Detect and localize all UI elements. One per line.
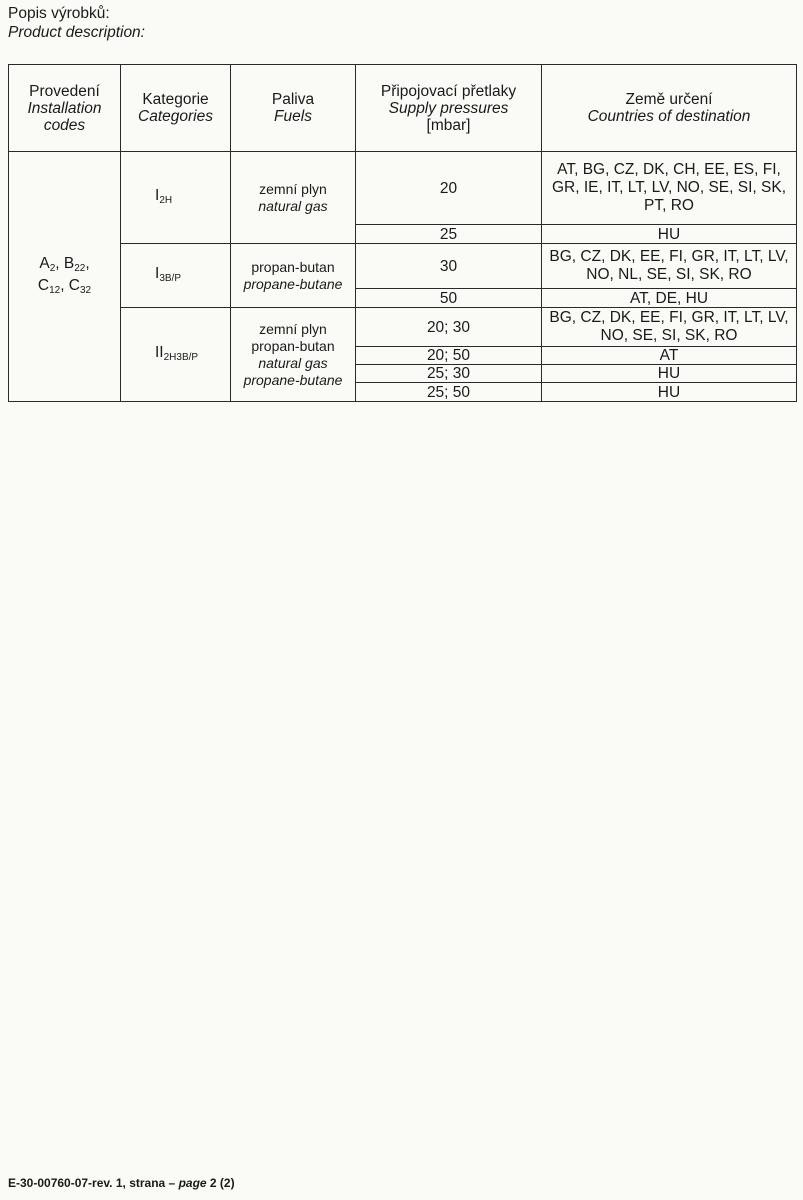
heading-en: Product description:: [8, 24, 145, 41]
pressure-cell: 20: [356, 152, 542, 225]
header-countries: [542, 65, 797, 152]
header-countries-cz: Země určení: [625, 91, 713, 108]
product-table: [8, 64, 797, 402]
countries-cell: AT, BG, CZ, DK, CH, EE, ES, FI, GR, IE, IT, LT, LV, NO, SE, SI, SK, PT, RO: [542, 152, 797, 225]
header-pressures-unit: [mbar]: [426, 116, 471, 134]
header-fuels: [231, 65, 356, 152]
table-row: [9, 152, 797, 225]
header-pressures-cz: Připojovací přetlaky: [380, 82, 517, 100]
footer-prefix: E-30-00760-07-rev. 1, strana –: [8, 1176, 179, 1190]
category-i3bp: $I_{3B/P}$: [155, 264, 181, 284]
header-fuels-cz: Paliva: [271, 91, 315, 108]
installation-codes-line2: $C_{12}$, $C_{32}$: [37, 276, 92, 296]
footer-page-number: 2 (2): [206, 1176, 235, 1190]
fuel-cell: [231, 244, 356, 308]
header-categories-en: Categories: [138, 108, 213, 125]
fuel-en: natural gas propane-butane: [243, 354, 343, 388]
fuel-en: natural gas: [258, 197, 328, 214]
pressure-cell: 25; 30: [356, 365, 542, 383]
installation-codes-line1: $A_2$, $B_{22}$,: [39, 254, 90, 274]
table-header-row: [9, 65, 797, 152]
category-cell: [121, 152, 231, 244]
installation-codes-cell: [9, 152, 121, 402]
header-pressures-en: Supply pressures: [388, 99, 509, 117]
page-footer: [8, 1176, 235, 1190]
category-cell: [121, 244, 231, 308]
category-i2h: $I_{2H}$: [155, 186, 173, 206]
table-row: [9, 308, 797, 347]
table-row: [9, 244, 797, 289]
header-categories: [121, 65, 231, 152]
footer-page-word: page: [178, 1176, 207, 1190]
category-ii2h3bp: $II_{2H3B/P}$: [155, 343, 199, 363]
header-supply-pressures: [356, 65, 542, 152]
fuel-en: propane-butane: [243, 275, 343, 292]
pressure-cell: 20; 50: [356, 347, 542, 365]
header-countries-en: Countries of destination: [587, 108, 751, 125]
countries-cell: AT, DE, HU: [542, 289, 797, 308]
pressure-cell: 30: [356, 244, 542, 289]
fuel-cell: [231, 152, 356, 244]
countries-cell: HU: [542, 225, 797, 244]
pressure-cell: 25; 50: [356, 383, 542, 402]
fuel-cz: zemní plyn propan-butan: [251, 320, 335, 354]
header-fuels-en: Fuels: [274, 108, 312, 125]
countries-cell: HU: [542, 383, 797, 402]
countries-cell: BG, CZ, DK, EE, FI, GR, IT, LT, LV, NO, NL, SE, SI, SK, RO: [542, 244, 797, 289]
header-installation-cz: Provedení: [29, 82, 100, 100]
fuel-cz: zemní plyn: [259, 180, 327, 197]
header-categories-cz: Kategorie: [142, 91, 209, 108]
heading-cz: Popis výrobků:: [8, 5, 110, 22]
fuel-cz: propan-butan: [251, 258, 335, 275]
pressure-cell: 50: [356, 289, 542, 308]
header-installation-codes: [9, 65, 121, 152]
countries-cell: AT: [542, 347, 797, 365]
countries-cell: HU: [542, 365, 797, 383]
category-cell: [121, 308, 231, 402]
product-description-heading: [8, 4, 145, 42]
fuel-cell: [231, 308, 356, 402]
pressure-cell: 20; 30: [356, 308, 542, 347]
header-installation-en: Installation codes: [27, 99, 102, 134]
countries-cell: BG, CZ, DK, EE, FI, GR, IT, LT, LV, NO, SE, SI, SK, RO: [542, 308, 797, 347]
pressure-cell: 25: [356, 225, 542, 244]
